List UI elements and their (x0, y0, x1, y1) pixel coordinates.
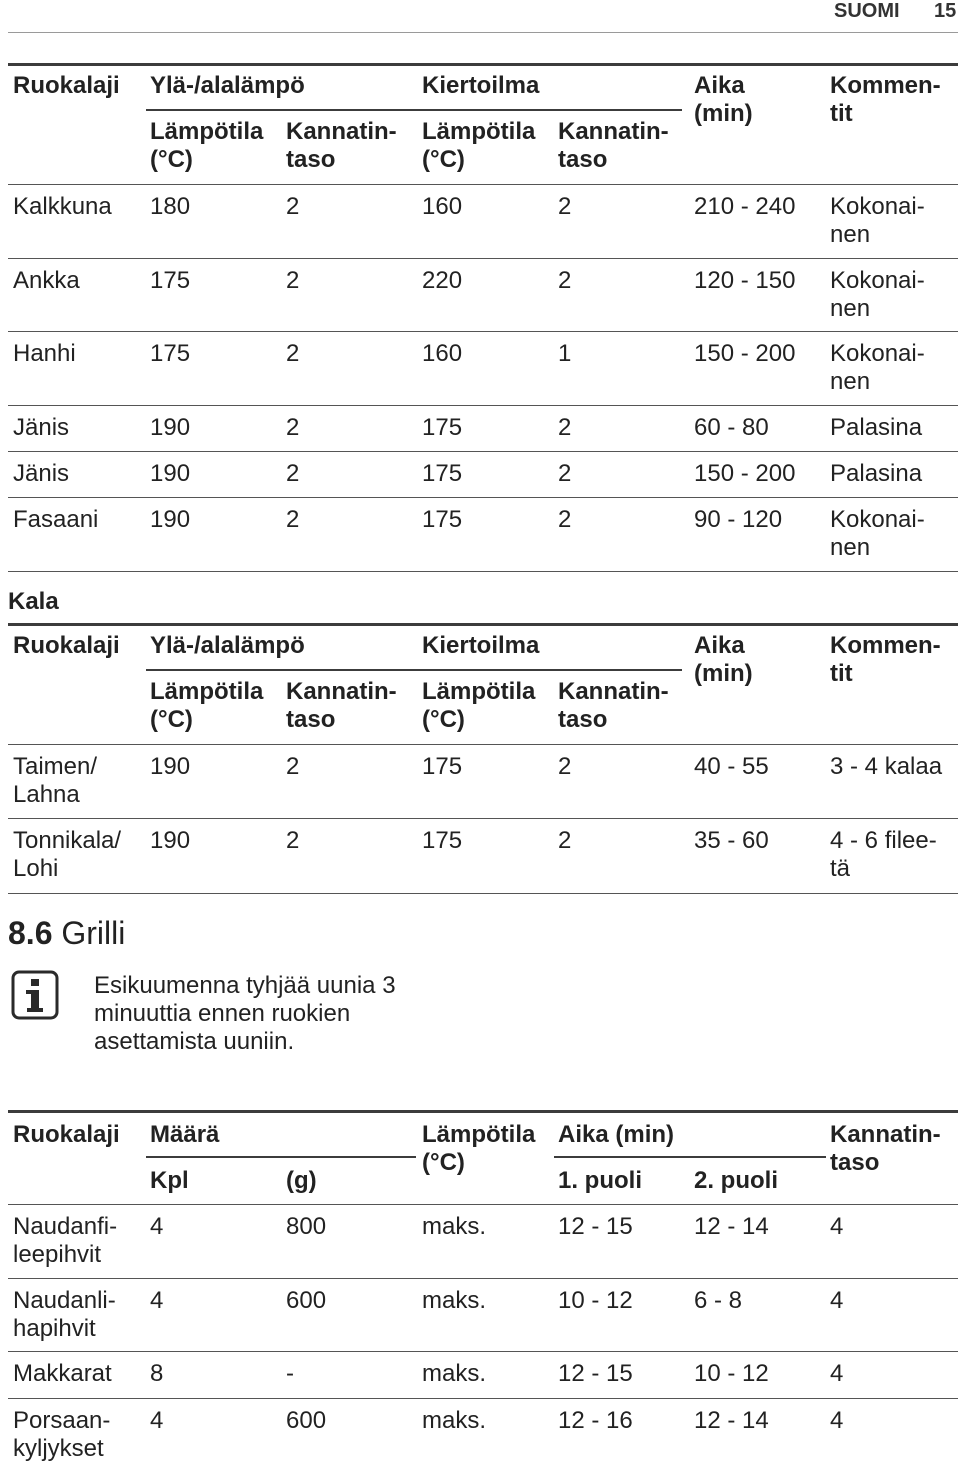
cell-temp-2: 160 (422, 193, 463, 220)
cell-dish: Tonnikala/ Lohi (13, 827, 122, 882)
cell-side-1: 12 - 15 (558, 1360, 633, 1387)
cell-dish: Porsaan- kyljykset (13, 1407, 111, 1462)
cell-temp: maks. (422, 1360, 487, 1387)
header-time: Aika (min) (694, 72, 753, 127)
header-temp-1: Lämpötila (°C) (150, 118, 264, 173)
cell-temp-1: 175 (150, 340, 191, 367)
header-temp-2: Lämpötila (°C) (422, 118, 536, 173)
row-divider (8, 258, 958, 259)
header-level: Kannatin- taso (830, 1121, 941, 1176)
cell-level: 4 (830, 1407, 844, 1434)
cell-dish: Fasaani (13, 506, 99, 533)
cell-temp-1: 190 (150, 460, 191, 487)
row-divider (8, 1351, 958, 1352)
cell-side-2: 6 - 8 (694, 1287, 743, 1314)
cell-pcs: 4 (150, 1213, 164, 1240)
cell-temp-1: 190 (150, 414, 191, 441)
row-divider (8, 818, 958, 819)
cell-level: 4 (830, 1213, 844, 1240)
cell-level-1: 2 (286, 340, 300, 367)
cell-level-2: 2 (558, 267, 572, 294)
cell-temp-1: 190 (150, 827, 191, 854)
cell-time: 120 - 150 (694, 267, 796, 294)
cell-level-2: 2 (558, 460, 572, 487)
header-grams: (g) (286, 1167, 317, 1194)
row-divider (8, 451, 958, 452)
cell-side-2: 12 - 14 (694, 1213, 769, 1240)
row-divider (8, 1204, 958, 1205)
header-time: Aika (min) (694, 632, 753, 687)
meat-table (8, 63, 958, 573)
cell-level-1: 2 (286, 414, 300, 441)
header-level-2: Kannatin- taso (558, 678, 669, 733)
cell-time: 150 - 200 (694, 460, 796, 487)
cell-level: 4 (830, 1287, 844, 1314)
page-number: 15 (934, 0, 957, 22)
row-divider (8, 184, 958, 185)
cell-temp-1: 190 (150, 753, 191, 780)
info-icon (11, 970, 59, 1020)
cell-pcs: 4 (150, 1407, 164, 1434)
cell-level-1: 2 (286, 267, 300, 294)
row-divider (8, 497, 958, 498)
cell-dish: Taimen/ Lahna (13, 753, 98, 808)
cell-dish: Kalkkuna (13, 193, 112, 220)
cell-level: 4 (830, 1360, 844, 1387)
table-bottom-rule (8, 571, 958, 572)
header-divider (8, 32, 958, 33)
header-dish: Ruokalaji (13, 72, 120, 99)
header-side-1: 1. puoli (558, 1167, 642, 1194)
cell-level-2: 2 (558, 414, 572, 441)
fish-table (8, 623, 958, 895)
header-comments: Kommen- tit (830, 632, 941, 687)
cell-grams: 600 (286, 1287, 327, 1314)
language-label: SUOMI (834, 0, 900, 22)
cell-time: 35 - 60 (694, 827, 769, 854)
cell-dish: Ankka (13, 267, 80, 294)
cell-grams: 800 (286, 1213, 327, 1240)
header-dish: Ruokalaji (13, 1121, 120, 1148)
cell-side-1: 10 - 12 (558, 1287, 633, 1314)
cell-dish: Naudanfi- leepihvit (13, 1213, 118, 1268)
cell-time: 60 - 80 (694, 414, 769, 441)
cell-side-1: 12 - 15 (558, 1213, 633, 1240)
cell-temp: maks. (422, 1407, 487, 1434)
cell-comment: 3 - 4 kalaa (830, 753, 943, 780)
table-top-rule (8, 623, 958, 626)
cell-grams: - (286, 1360, 294, 1387)
section-title: Grilli (61, 915, 126, 951)
cell-level-1: 2 (286, 827, 300, 854)
cell-comment: Kokonai- nen (830, 193, 925, 248)
cell-time: 210 - 240 (694, 193, 796, 220)
cell-dish: Jänis (13, 414, 70, 441)
cell-temp: maks. (422, 1213, 487, 1240)
header-temp: Lämpötila (°C) (422, 1121, 536, 1176)
cell-comment: Kokonai- nen (830, 267, 925, 322)
header-fan: Kiertoilma (422, 72, 540, 99)
table-top-rule (8, 63, 958, 66)
cell-level-2: 2 (558, 506, 572, 533)
cell-temp-2: 175 (422, 460, 463, 487)
header-level-1: Kannatin- taso (286, 678, 397, 733)
cell-level-1: 2 (286, 753, 300, 780)
cell-temp-2: 175 (422, 827, 463, 854)
header-temp-2: Lämpötila (°C) (422, 678, 536, 733)
cell-level-2: 2 (558, 827, 572, 854)
header-sub-rule (146, 1156, 416, 1158)
cell-comment: Palasina (830, 460, 923, 487)
header-level-2: Kannatin- taso (558, 118, 669, 173)
cell-temp: maks. (422, 1287, 487, 1314)
header-dish: Ruokalaji (13, 632, 120, 659)
cell-dish: Hanhi (13, 340, 76, 367)
cell-dish: Makkarat (13, 1360, 112, 1387)
table-top-rule (8, 1110, 958, 1113)
cell-level-1: 2 (286, 506, 300, 533)
cell-dish: Jänis (13, 460, 70, 487)
cell-level-2: 2 (558, 753, 572, 780)
cell-temp-2: 220 (422, 267, 463, 294)
cell-comment: Palasina (830, 414, 923, 441)
info-note: Esikuumenna tyhjää uunia 3 minuuttia ennen ruokien asettamista uuniin. (94, 972, 396, 1055)
grill-table (8, 1110, 958, 1476)
cell-comment: 4 - 6 filee- tä (830, 827, 937, 882)
cell-temp-1: 190 (150, 506, 191, 533)
cell-level-1: 2 (286, 193, 300, 220)
section-heading-grill (8, 914, 125, 952)
header-sub-rule (554, 1156, 826, 1158)
header-fan: Kiertoilma (422, 632, 540, 659)
cell-temp-2: 175 (422, 414, 463, 441)
cell-grams: 600 (286, 1407, 327, 1434)
header-comments: Kommen- tit (830, 72, 941, 127)
cell-pcs: 8 (150, 1360, 164, 1387)
table-bottom-rule (8, 893, 958, 894)
header-sub-rule (146, 669, 682, 671)
header-time: Aika (min) (558, 1121, 675, 1148)
cell-pcs: 4 (150, 1287, 164, 1314)
header-temp-1: Lämpötila (°C) (150, 678, 264, 733)
cell-temp-2: 160 (422, 340, 463, 367)
header-side-2: 2. puoli (694, 1167, 778, 1194)
header-amount: Määrä (150, 1121, 220, 1148)
cell-temp-1: 180 (150, 193, 191, 220)
cell-side-1: 12 - 16 (558, 1407, 633, 1434)
cell-level-2: 1 (558, 340, 572, 367)
cell-side-2: 10 - 12 (694, 1360, 769, 1387)
header-sub-rule (146, 109, 682, 111)
header-level-1: Kannatin- taso (286, 118, 397, 173)
cell-level-1: 2 (286, 460, 300, 487)
row-divider (8, 1398, 958, 1399)
row-divider (8, 331, 958, 332)
cell-temp-2: 175 (422, 506, 463, 533)
cell-time: 40 - 55 (694, 753, 769, 780)
cell-side-2: 12 - 14 (694, 1407, 769, 1434)
cell-comment: Kokonai- nen (830, 506, 925, 561)
page-header (0, 0, 960, 22)
section-title-fish: Kala (8, 588, 59, 615)
header-pcs: Kpl (150, 1167, 189, 1194)
cell-dish: Naudanli- hapihvit (13, 1287, 116, 1342)
header-top-bottom: Ylä-/alalämpö (150, 632, 305, 659)
cell-temp-1: 175 (150, 267, 191, 294)
section-number: 8.6 (8, 915, 53, 951)
cell-time: 90 - 120 (694, 506, 783, 533)
row-divider (8, 405, 958, 406)
cell-comment: Kokonai- nen (830, 340, 925, 395)
header-top-bottom: Ylä-/alalämpö (150, 72, 305, 99)
cell-temp-2: 175 (422, 753, 463, 780)
cell-level-2: 2 (558, 193, 572, 220)
cell-time: 150 - 200 (694, 340, 796, 367)
row-divider (8, 1278, 958, 1279)
row-divider (8, 744, 958, 745)
